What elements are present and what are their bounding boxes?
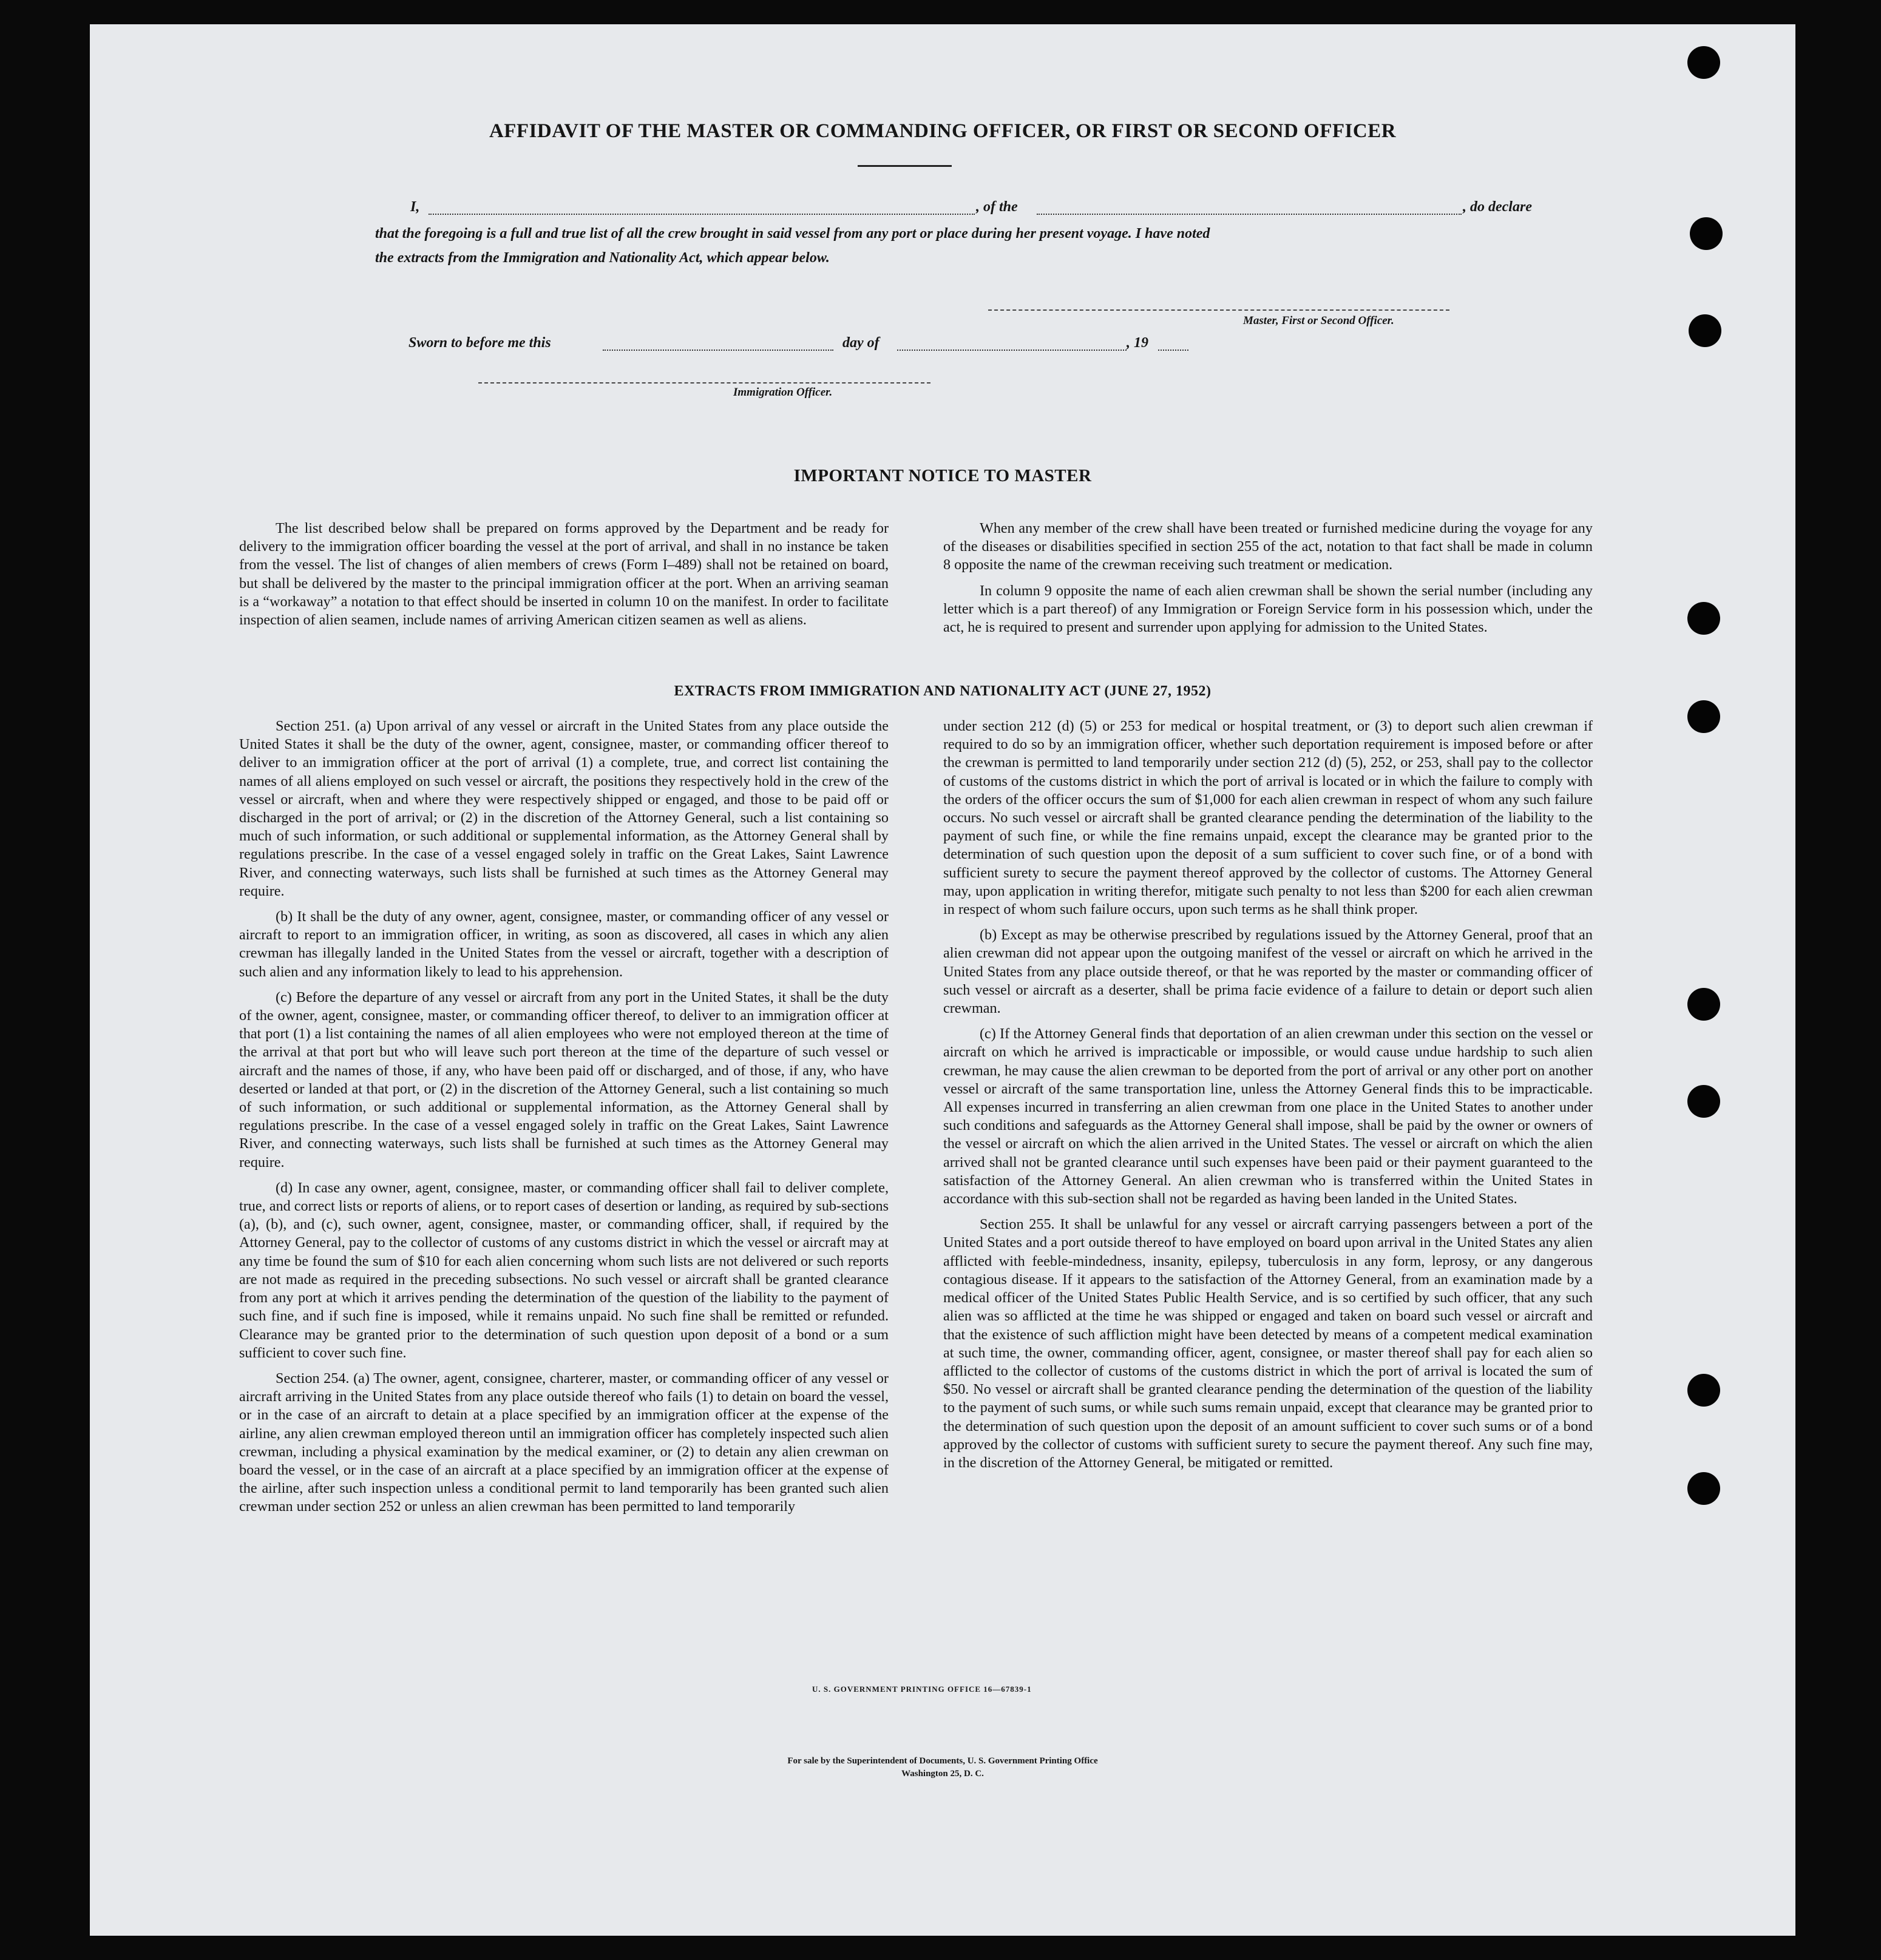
punch-hole <box>1689 314 1721 347</box>
master-signature-line[interactable] <box>988 309 1449 311</box>
declare-label: , do declare <box>1463 199 1532 215</box>
printing-office-line: U. S. GOVERNMENT PRINTING OFFICE 16—67839-1 <box>812 1685 1032 1694</box>
notice-right-paragraph: When any member of the crew shall have been treated or furnished medicine during the voyage for any of the diseases or disabilities specified in section 255 of the act, notation to that fact shall be made in column 8 opposite the name of the crewman receiving such treatment or medication. <box>943 520 1593 573</box>
punch-hole <box>1687 1472 1720 1505</box>
punch-hole <box>1687 46 1720 79</box>
section-paragraph: (d) In case any owner, agent, consignee, master, or commanding officer shall fail to deliver complete, true, and correct lists or reports of aliens, or to report cases of desertion or landing, as required by sub-sections (a), (b), and (c), such owner, agent, consignee, master, or commanding officer, shall, if required by the Attorney General, pay to the collector of customs of any customs district in which the vessel or aircraft may at any time be found the sum of $10 for each alien concerning whom such lists are not delivered or such reports are not made as required in the preceding subsections. No such vessel or aircraft shall be granted clearance from any port at which it arrives pending the determination of the question of the liability to the payment of such fine, and if such fine is imposed, while it remains unpaid. No such fine shall be remitted or refunded. Clearance may be granted prior to the determination of such question upon deposit of a bond or a sum sufficient to cover such fine. <box>239 1179 889 1361</box>
vessel-field[interactable] <box>1037 214 1462 215</box>
section-paragraph: Section 254. (a) The owner, agent, consignee, charterer, master, or commanding officer of any vessel or aircraft arriving in the United States from any place outside thereof who fails (1) to detain on board the vessel, or in the case of an aircraft to detain at a place specified by an immigration officer at the expense of the airline, any alien crewman employed thereon until an immigration officer has completely inspected such alien crewman, including a physical examination by the medical examiner, or (2) to detain any alien crewman on board the vessel, or in the case of an aircraft at a place specified by an immigration officer at the expense of the airline, after such inspection unless a conditional permit to land temporarily has been granted such alien crewman under section 252 or unless an alien crewman has been permitted to land temporarily <box>239 1370 889 1515</box>
extracts-title: EXTRACTS FROM IMMIGRATION AND NATIONALITY ACT (JUNE 27, 1952) <box>674 683 1212 699</box>
notice-left-paragraph: The list described below shall be prepared on forms approved by the Department and be ready for delivery to the immigration officer boarding the vessel at the port of arrival, and shall in no instance be taken from the vessel. The list of changes of alien members of crews (Form I–489) shall not be retained on board, but shall be delivered by the master to the principal immigration officer at the port. When an arriving seaman is a “workaway” a notation to that effect should be inserted in column 10 on the manifest. In order to facilitate inspection of alien seamen, include names of arriving American citizen seamen as well as aliens. <box>239 520 889 629</box>
punch-hole <box>1687 602 1720 635</box>
document-sheet <box>90 24 1795 1936</box>
master-signature-caption: Master, First or Second Officer. <box>1243 314 1394 327</box>
section-paragraph: Section 251. (a) Upon arrival of any vessel or aircraft in the United States from any place outside the United States it shall be the duty of the owner, agent, consignee, master, or commanding officer thereof to deliver to an immigration officer at the port of arrival (1) a complete, true, and correct list containing the names of all aliens employed on such vessel or aircraft, the positions they respectively hold in the crew of the vessel or aircraft, when and where they were respectively shipped or engaged, and those to be paid off or discharged in the port of arrival; or (2) in the discretion of the Attorney General, such a list containing so much of such information, or such additional or supplemental information, as the Attorney General shall by regulations prescribe. In the case of a vessel engaged solely in traffic on the Great Lakes, Saint Lawrence River, and connecting waterways, such lists shall be furnished at such times as the Attorney General may require. <box>239 718 889 899</box>
section-paragraph: Section 255. It shall be unlawful for any vessel or aircraft carrying passengers between a port of the United States and a port outside thereof to have employed on board upon arrival in the United States any alien afflicted with feeble-mindedness, insanity, epilepsy, tuberculosis in any form, leprosy, or any dangerous contagious disease. If it appears to the satisfaction of the Attorney General, from an examination made by a medical officer of the United States Public Health Service, and is so certified by such officer, that any such alien was so afflicted at the time he was shipped or engaged and taken on board such vessel or aircraft and that the existence of such affliction might have been detected by means of a competent medical examination at such time, the owner, commanding officer, agent, consignee, or master thereof shall pay for each alien so afflicted to the collector of customs of the customs district in which the port of arrival is located the sum of $50. No vessel or aircraft shall be granted clearance pending the determination of the question of the liability to the payment of such sums, or while such sums remain unpaid, except that clearance may be granted prior to the determination of such question upon the deposit of an amount sufficient to cover such sums or of a bond approved by the collector of customs with sufficient surety to secure the payment thereof. Any such fine may, in the discretion of the Attorney General, be mitigated or remitted. <box>943 1216 1593 1471</box>
extracts-left-column <box>239 717 889 1524</box>
section-paragraph: (c) Before the departure of any vessel or aircraft from any port in the United States, it shall be the duty of the owner, agent, consignee, master, or commanding officer thereof, to deliver to an immigration officer at that port (1) a list containing the names of all alien employees who were not employed thereon at the time of the arrival at that port but who will leave such port thereon at the time of the departure of such vessel or aircraft and the names of those, if any, who have been paid off or discharged, and of those, if any, who have deserted or landed at that port, or (2) in the discretion of the Attorney General, such a list containing so much of such information, or such additional or supplemental information, as the Attorney General shall by regulations prescribe. In the case of a vessel engaged solely in traffic on the Great Lakes, Saint Lawrence River, and connecting waterways, such lists shall be furnished at such times as the Attorney General may require. <box>239 988 889 1171</box>
section-paragraph: under section 212 (d) (5) or 253 for medical or hospital treatment, or (3) to deport such alien crewman if required to do so by an immigration officer, whether such deportation requirement is imposed before or after the crewman is permitted to land temporarily under section 212 (d) (5), 252, or 253, shall pay to the collector of customs of the customs district in which the port of arrival is located or in which the failure to comply with the orders of the officer occurs the sum of $1,000 for each alien crewman in respect of whom any such failure occurs. No such vessel or aircraft shall be granted clearance pending the determination of the liability to the payment of such fine, or while the fine remains unpaid, except the clearance may be granted prior to the determination of such question upon the deposit of a sum sufficient to cover such fine, or of a bond with sufficient surety to secure the payment thereof approved by the collector of customs. The Attorney General may, upon application in writing therefor, mitigate such penalty to not less than $200 for each alien crewman in respect of whom such failure occurs, upon such terms as he shall think proper. <box>943 718 1593 918</box>
punch-hole <box>1690 217 1723 250</box>
name-field[interactable] <box>429 214 975 215</box>
section-paragraph: (c) If the Attorney General finds that deportation of an alien crewman under this section on the vessel or aircraft on which he arrived is impracticable or impossible, or would cause undue hardship to such alien crewman, he may cause the alien crewman to be deported from the port of arrival or any other port on another vessel or aircraft of the same transportation line, unless the Attorney General finds this to be impracticable. All expenses incurred in transferring an alien crewman from one place in the United States to another under such conditions and safeguards as the Attorney General shall impose, shall be paid by the owner or owners of the vessel or aircraft on which the alien arrived in the United States. The vessel or aircraft on which the alien arrived shall not be granted clearance until such expenses have been paid or their payment guaranteed to the satisfaction of the Attorney General. An alien crewman who is transferred within the United States in accordance with this sub-section shall not be regarded as having been landed in the United States. <box>943 1026 1593 1208</box>
punch-hole <box>1687 988 1720 1021</box>
notice-title: IMPORTANT NOTICE TO MASTER <box>793 466 1092 485</box>
notice-left-column <box>239 519 889 637</box>
section-paragraph: (b) It shall be the duty of any owner, agent, consignee, master, or commanding officer of any vessel or aircraft to report to an immigration officer, in writing, as soon as discovered, all cases in which any alien crewman has illegally landed in the United States from the vessel or aircraft, together with a description of such alien and any information likely to lead to his apprehension. <box>239 908 889 980</box>
immigration-officer-caption: Immigration Officer. <box>733 386 833 399</box>
declaration-line-1: that the foregoing is a full and true list of all the crew brought in said vessel from any port or place during her present voyage. I have noted <box>375 226 1210 242</box>
sale-notice-line-1: For sale by the Superintendent of Documents, U. S. Government Printing Office <box>787 1756 1098 1766</box>
punch-hole <box>1687 1374 1720 1407</box>
sale-notice-line-2: Washington 25, D. C. <box>901 1769 984 1779</box>
punch-hole <box>1687 700 1720 733</box>
sworn-label: Sworn to before me this <box>408 335 551 351</box>
declaration-line-2: the extracts from the Immigration and Nationality Act, which appear below. <box>375 250 830 266</box>
of-the-label: , of the <box>976 199 1018 215</box>
section-paragraph: (b) Except as may be otherwise prescribed by regulations issued by the Attorney General, proof that an alien crewman did not appear upon the outgoing manifest of the vessel or aircraft on which he arrived in the United States from any place outside thereof, or that he was reported by the master or commanding officer of such vessel or aircraft as a deserter, shall be prima facie evidence of a failure to detain or deport such alien crewman. <box>943 927 1593 1017</box>
sworn-month-field[interactable] <box>897 350 1127 351</box>
day-of-label: day of <box>842 335 879 351</box>
extracts-right-column <box>943 717 1593 1479</box>
sworn-year-field[interactable] <box>1158 350 1188 351</box>
sworn-day-field[interactable] <box>603 350 833 351</box>
immigration-officer-signature-line[interactable] <box>478 382 930 384</box>
notice-right-paragraph: In column 9 opposite the name of each alien crewman shall be shown the serial number (including any letter which is a part thereof) of any Immigration or Foreign Service form in his possession which, under the act, he is required to present and surrender upon applying for admission to the United States. <box>943 582 1593 636</box>
title-rule <box>858 165 952 167</box>
notice-right-column <box>943 519 1593 644</box>
affidavit-title: AFFIDAVIT OF THE MASTER OR COMMANDING OFFICER, OR FIRST OR SECOND OFFICER <box>489 120 1397 142</box>
i-label: I, <box>410 199 420 215</box>
punch-hole <box>1687 1085 1720 1118</box>
year-label: , 19 <box>1127 335 1148 351</box>
